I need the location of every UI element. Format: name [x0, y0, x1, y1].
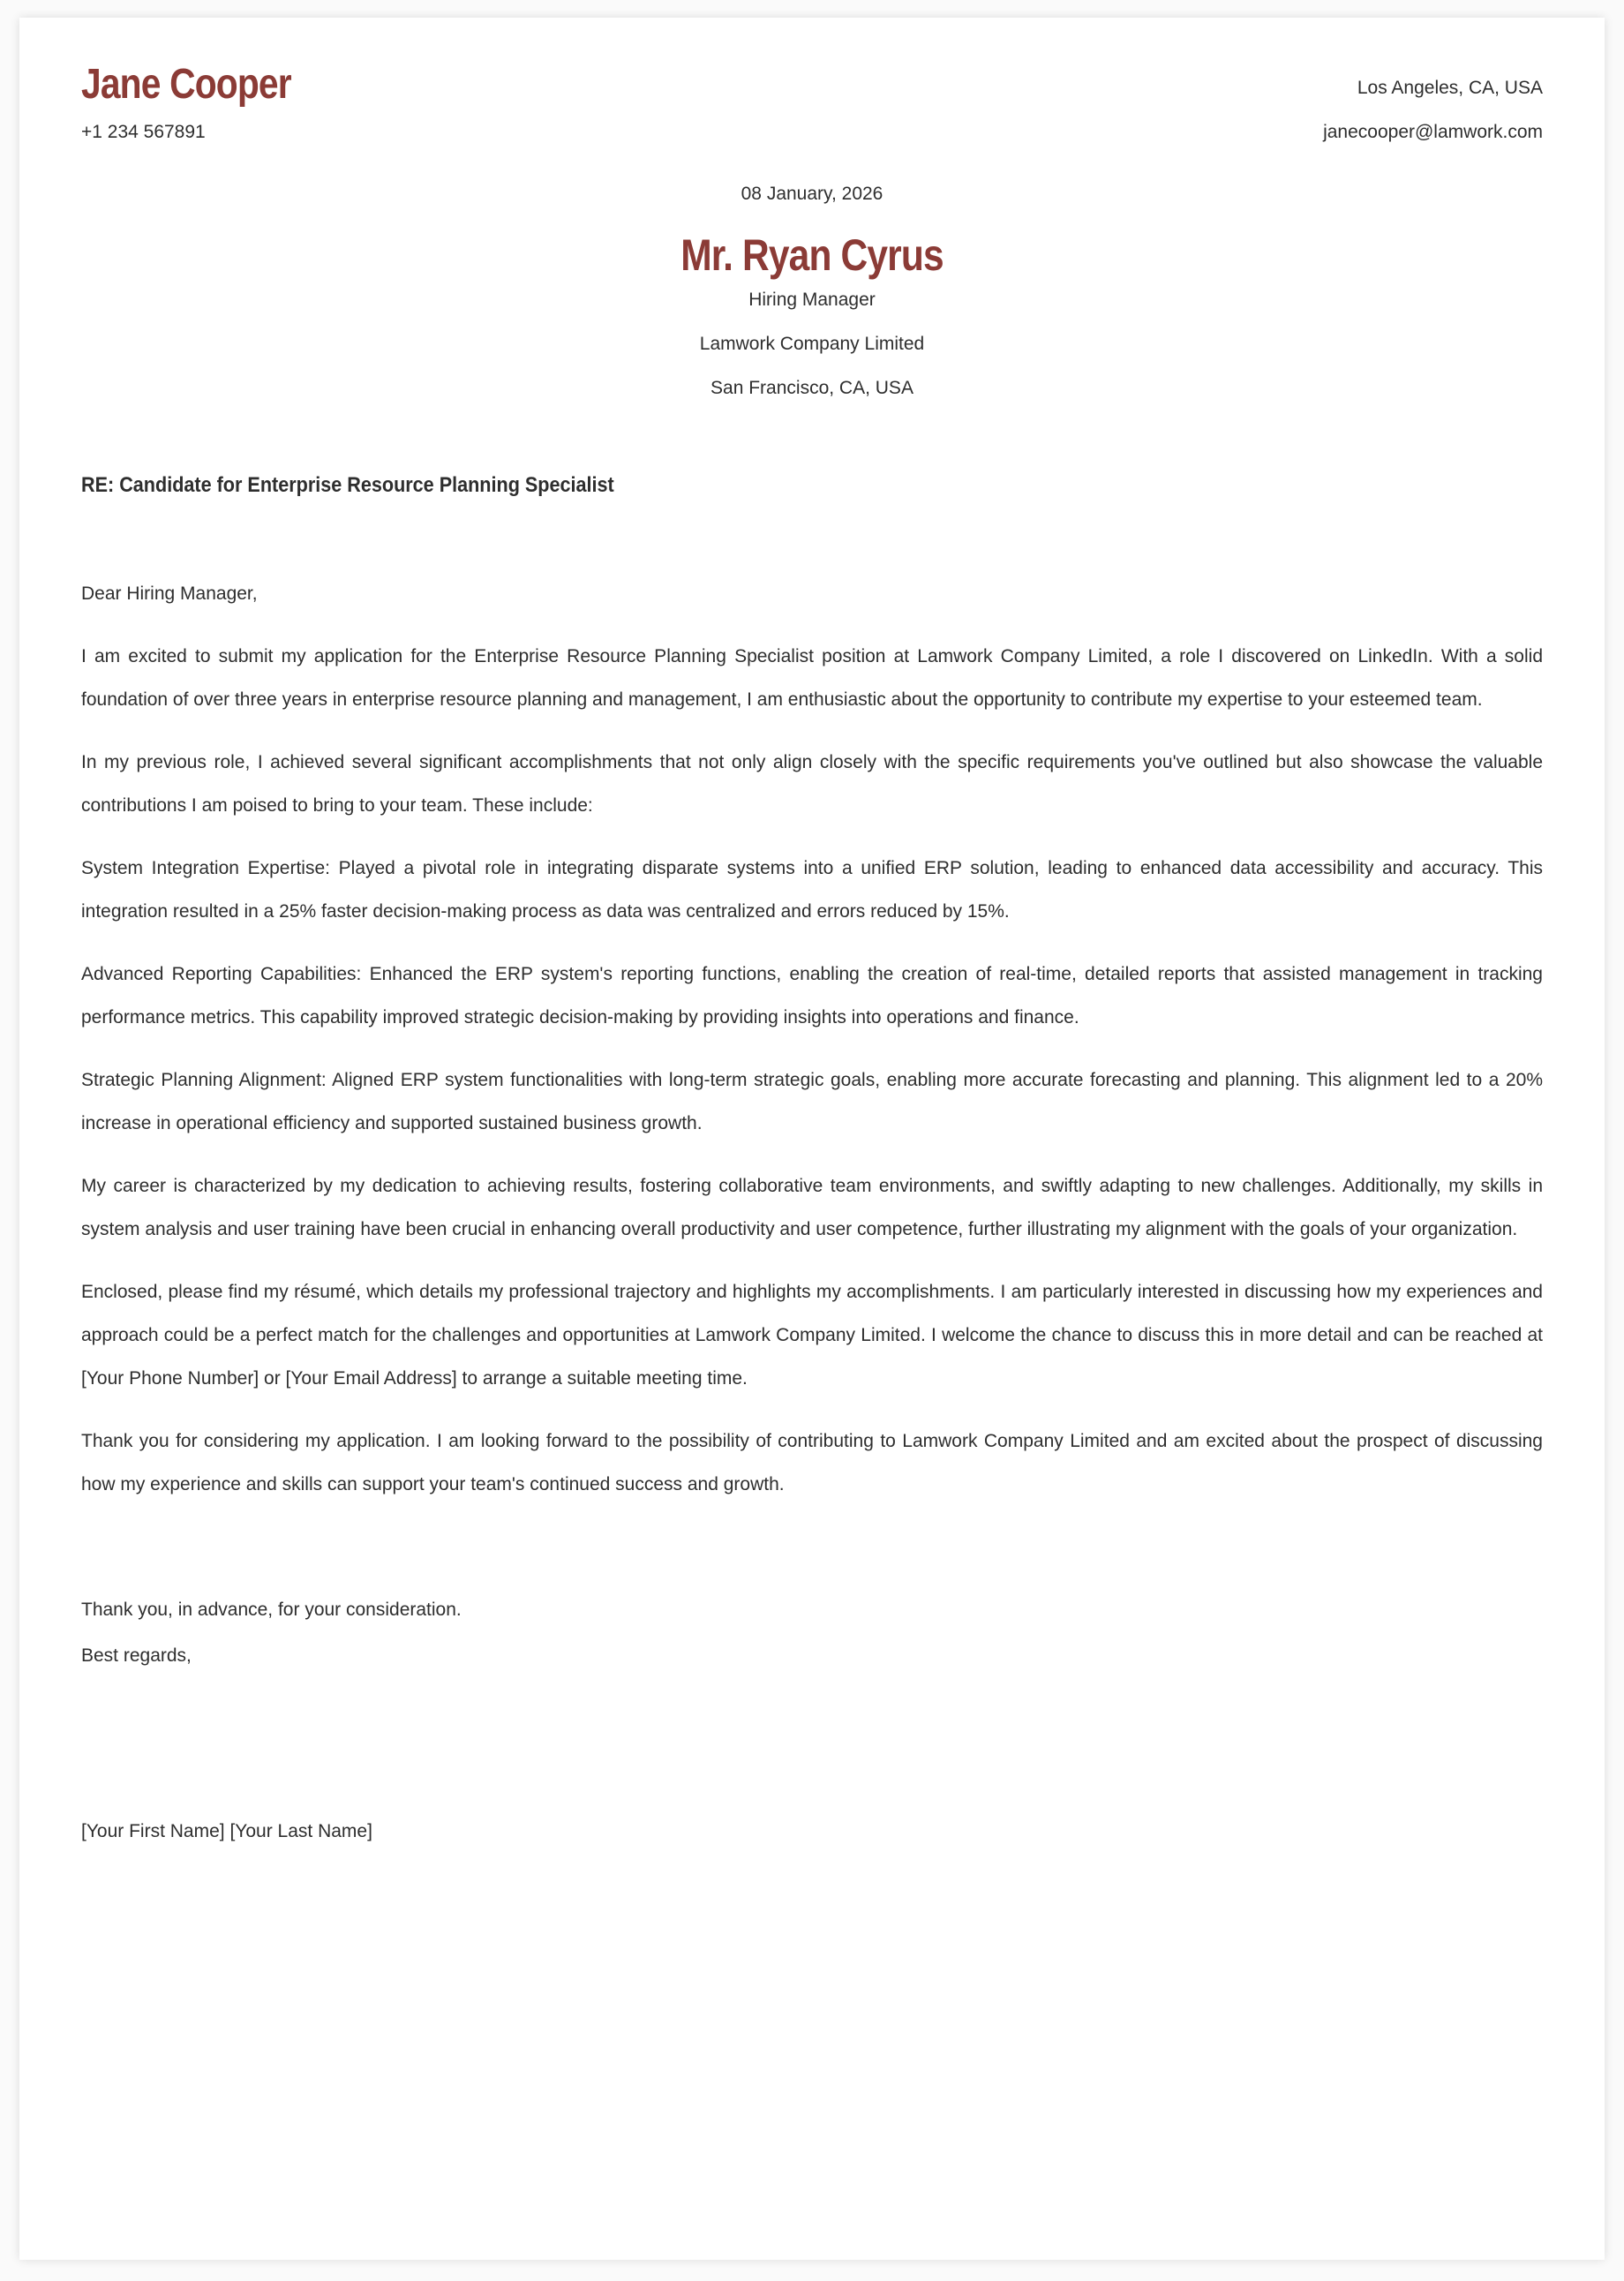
paragraph: Thank you for considering my application. I am looking forward to the possibility of contributing to Lamwork Company Limited and am excited about the prospect of discussing how my experience and skills can support your team's continued success and growth. — [81, 1431, 1543, 1494]
letter-page — [19, 18, 1605, 2260]
paragraph: In my previous role, I achieved several significant accomplishments that not only align closely with the specific requirements you've outlined but also showcase the valuable contributions I am poised to bring to your team. These include: — [81, 752, 1543, 816]
recipient-location: San Francisco, CA, USA — [710, 378, 914, 398]
paragraph: System Integration Expertise: Played a pivotal role in integrating disparate systems into a unified ERP solution, leading to enhanced data accessibility and accuracy. This integration resulted in a 25% faster decision-making process as data was centralized and errors reduced by 15%. — [81, 858, 1543, 922]
letter-body — [81, 572, 1543, 1525]
paragraph: Strategic Planning Alignment: Aligned ERP system functionalities with long-term strategic goals, enabling more accurate forecasting and planning. This alignment led to a 20% increase in operational efficiency and supported sustained business growth. — [81, 1070, 1543, 1133]
recipient-company: Lamwork Company Limited — [699, 334, 925, 354]
paragraph: I am excited to submit my application for the Enterprise Resource Planning Specialist position at Lamwork Company Limited, a role I discovered on LinkedIn. With a solid foundation of over three years in enterprise resource planning and management, I am enthusiastic about the opportunity to contribute my expertise to your esteemed team. — [81, 646, 1543, 710]
recipient-title: Hiring Manager — [748, 290, 876, 310]
sender-location: Los Angeles, CA, USA — [1357, 78, 1543, 98]
paragraph: Advanced Reporting Capabilities: Enhanced the ERP system's reporting functions, enabling the creation of real-time, detailed reports that assisted management in tracking performance metrics. This capability improved strategic decision-making by providing insights into operations and finance. — [81, 964, 1543, 1028]
sender-email: janecooper@lamwork.com — [1323, 122, 1543, 142]
sender-name: Jane Cooper — [81, 61, 291, 108]
paragraph: Enclosed, please find my résumé, which details my professional trajectory and highlights my accomplishments. I am particularly interested in discussing how my experiences and approach could be a perfect match for the challenges and opportunities at Lamwork Company Limited. I welcome the chance to discuss this in more detail and can be reached at [Your Phone Number] or [Your Email Address] to arrange a suitable meeting time. — [81, 1282, 1543, 1389]
sender-phone: +1 234 567891 — [81, 122, 206, 142]
signature: [Your First Name] [Your Last Name] — [81, 1821, 372, 1841]
salutation: Dear Hiring Manager, — [81, 583, 258, 604]
subject-line: RE: Candidate for Enterprise Resource Planning Specialist — [81, 473, 614, 497]
recipient-name: Mr. Ryan Cyrus — [680, 230, 944, 280]
closing-thanks: Thank you, in advance, for your consideration. — [81, 1600, 462, 1620]
letter-date: 08 January, 2026 — [741, 184, 883, 204]
closing-signoff: Best regards, — [81, 1645, 192, 1666]
paragraph: My career is characterized by my dedication to achieving results, fostering collaborative team environments, and swiftly adapting to new challenges. Additionally, my skills in system analysis and user training have been crucial in enhancing overall productivity and user competence, further illustrating my alignment with the goals of your organization. — [81, 1176, 1543, 1239]
